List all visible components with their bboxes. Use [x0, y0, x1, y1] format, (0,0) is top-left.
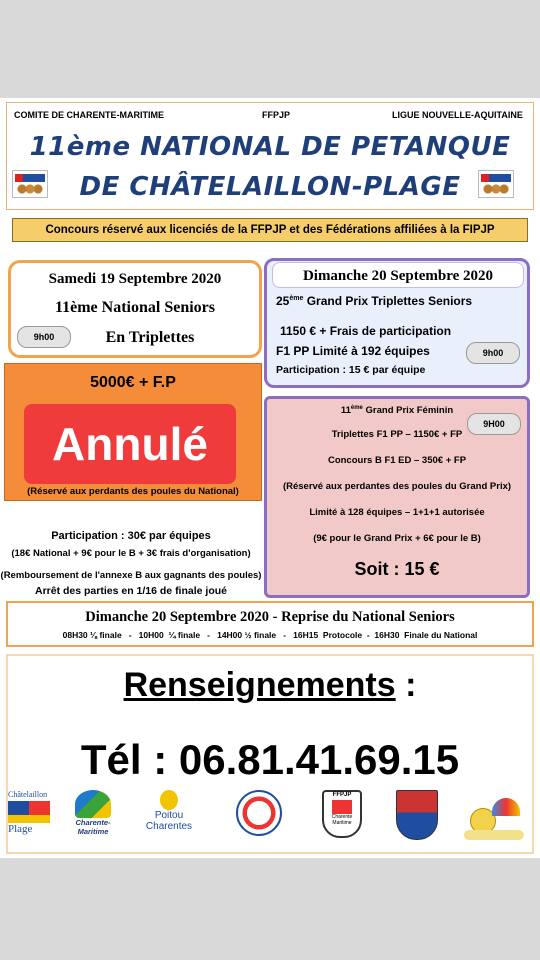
- sunday-gp-limit: F1 PP Limité à 192 équipes: [276, 344, 430, 358]
- club-shield-logo: [396, 790, 440, 842]
- reprise-box: [6, 601, 534, 647]
- saturday-refund: (Remboursement de l'annexe B aux gagnants des poules): [0, 570, 262, 581]
- feminine-box: [264, 396, 530, 598]
- saturday-prize: 5000€ + F.P: [90, 374, 176, 391]
- feminine-concours-b: Concours B F1 ED – 350€ + FP: [327, 455, 467, 466]
- feminine-reserved: (Réservé aux perdantes des poules du Grand Prix): [282, 481, 512, 492]
- saturday-note: (Réservé aux perdants des poules du National): [27, 486, 239, 497]
- mascot-logo: [464, 790, 526, 842]
- title-line-1: 11ème NATIONAL DE PETANQUE: [29, 132, 511, 162]
- saturday-stop-rule: Arrêt des parties en 1/16 de finale joué: [35, 585, 227, 597]
- eligibility-banner: Concours réservé aux licenciés de la FFPJP et des Fédérations affiliées à la FIPJP: [12, 218, 528, 242]
- phone-number[interactable]: Tél : 06.81.41.69.15: [80, 736, 460, 783]
- poitou-charentes-logo: Poitou Charentes: [142, 790, 196, 842]
- feminine-triplettes: Triplettes F1 PP – 1150€ + FP: [331, 429, 463, 440]
- cancelled-stamp: Annulé: [24, 404, 236, 484]
- federation-seal-logo: [236, 790, 282, 842]
- title-line-2: DE CHÂTELAILLON-PLAGE: [79, 172, 461, 202]
- sunday-gp-time-badge: 9h00: [466, 342, 520, 364]
- sunday-gp-title: 25ème Grand Prix Triplettes Seniors: [276, 294, 473, 308]
- saturday-participation: Participation : 30€ par équipes: [51, 530, 211, 542]
- chatelaillon-logo: Châtelaillon Plage: [8, 790, 50, 842]
- feminine-fees: (9€ pour le Grand Prix + 6€ pour le B): [313, 533, 481, 544]
- center-organization: FFPJP: [262, 110, 291, 120]
- saturday-box: [8, 260, 262, 358]
- charente-maritime-logo: Charente-Maritime: [62, 790, 124, 842]
- sunday-gp-participation: Participation : 15 € par équipe: [276, 364, 426, 376]
- feminine-title: 11ème Grand Prix Féminin: [340, 405, 454, 417]
- feminine-time-badge: 9H00: [467, 413, 521, 435]
- sunday-gp-prize: 1150 € + Frais de participation: [280, 324, 452, 338]
- left-organization: COMITE DE CHARENTE-MARITIME: [14, 110, 164, 120]
- ffpjp-logo-left: [12, 170, 48, 198]
- poster: [0, 98, 540, 858]
- sunday-date: Dimanche 20 Septembre 2020: [272, 262, 524, 288]
- ffpjp-charente-logo: FFPJP Charente Maritime: [322, 790, 362, 842]
- reprise-schedule: 08H30 ⅛ finale - 10H00 ¼ finale - 14H00 ½ finale - 16H15 Protocole - 16H30 Finale du National: [62, 630, 478, 640]
- right-organization: LIGUE NOUVELLE-AQUITAINE: [392, 110, 523, 120]
- reprise-title: Dimanche 20 Septembre 2020 - Reprise du National Seniors: [85, 609, 455, 625]
- saturday-breakdown: (18€ National + 9€ pour le B + 3€ frais d'organisation): [11, 548, 251, 559]
- feminine-limit: Limité à 128 équipes – 1+1+1 autorisée: [309, 507, 485, 518]
- saturday-format: En Triplettes: [105, 329, 195, 346]
- feminine-total: Soit : 15 €: [354, 559, 440, 579]
- info-label: Renseignements :: [123, 666, 417, 704]
- saturday-event: 11ème National Seniors: [55, 299, 215, 316]
- ffpjp-logo-right: [478, 170, 514, 198]
- saturday-date: Samedi 19 Septembre 2020: [48, 271, 222, 287]
- saturday-time-badge: 9h00: [17, 326, 71, 348]
